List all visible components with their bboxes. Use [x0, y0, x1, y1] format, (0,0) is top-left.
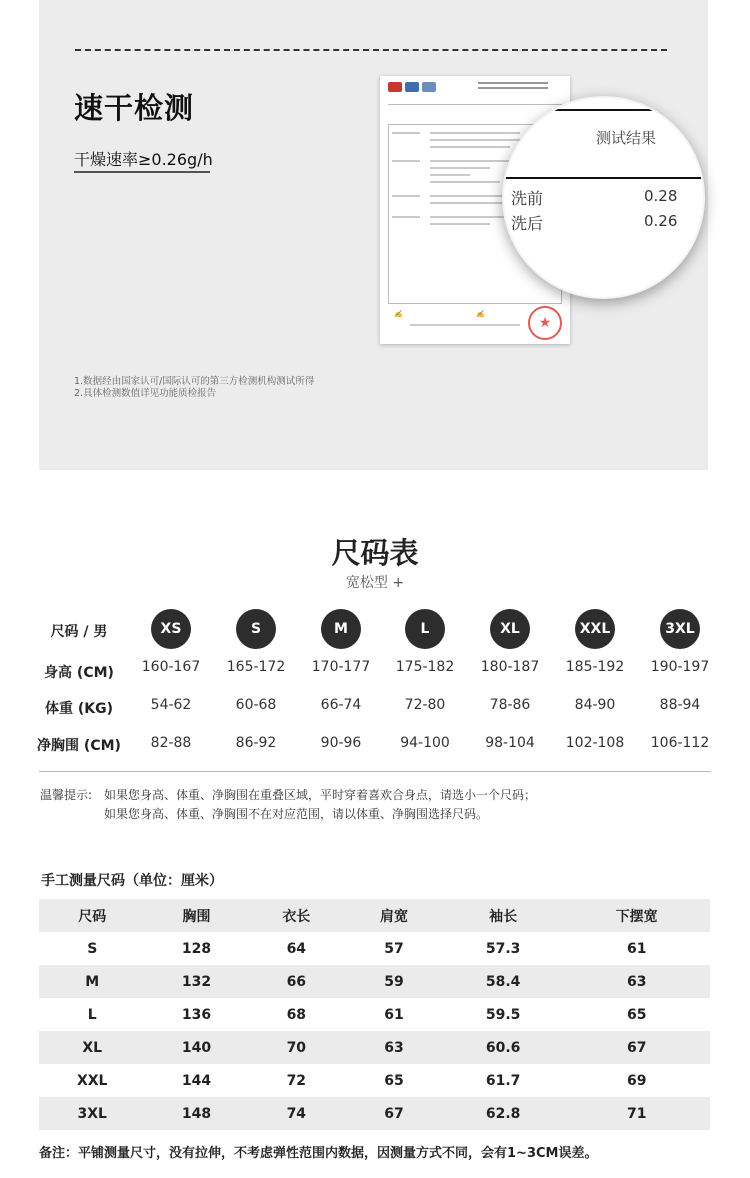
table-cell: 70 — [286, 1039, 307, 1056]
fit-type: 宽松型 + — [345, 575, 405, 591]
measure-note: 备注：平铺测量尺寸，没有拉伸，不考虑弹性范围内数据，因测量方式不同，会有1~3CM误差。 — [39, 1146, 598, 1161]
table-cell: 66 — [286, 973, 307, 990]
signature-1: ✍ — [394, 310, 403, 318]
size-badge: S — [236, 609, 276, 649]
height-value: 185-192 — [565, 659, 625, 675]
table-cell: M — [85, 973, 100, 990]
chest-value: 86-92 — [235, 735, 277, 751]
size-chart-title: 尺码表 — [331, 536, 419, 570]
weight-value: 60-68 — [235, 697, 277, 713]
result-header: 测试结果 — [596, 129, 657, 147]
weight-value: 66-74 — [320, 697, 362, 713]
tip-prefix: 温馨提示: — [40, 788, 93, 802]
quick-dry-title: 速干检测 — [74, 91, 195, 125]
table-row — [39, 1064, 710, 1097]
table-cell: 71 — [626, 1105, 647, 1122]
table-cell: 132 — [181, 973, 212, 990]
height-value: 180-187 — [480, 659, 540, 675]
table-cell: 57.3 — [485, 940, 521, 957]
table-row — [39, 932, 710, 965]
chest-value: 94-100 — [400, 735, 450, 751]
table-row — [39, 965, 710, 998]
height-value: 165-172 — [226, 659, 286, 675]
table-cell: 61.7 — [485, 1072, 521, 1089]
table-cell: 144 — [181, 1072, 212, 1089]
before-wash-value: 0.28 — [644, 187, 678, 205]
after-wash-label: 洗后 — [511, 214, 544, 233]
table-cell: 140 — [181, 1039, 212, 1056]
table-cell: 128 — [181, 940, 212, 957]
table-cell: 63 — [384, 1039, 404, 1056]
table-cell: S — [87, 940, 98, 957]
size-chart-divider — [39, 771, 711, 772]
weight-value: 54-62 — [150, 697, 192, 713]
table-cell: 72 — [286, 1072, 307, 1089]
size-badge: XL — [490, 609, 530, 649]
table-cell: 62.8 — [485, 1105, 521, 1122]
table-cell: XL — [82, 1039, 103, 1056]
size-row-label: 尺码 / 男 — [50, 624, 108, 640]
measure-table — [39, 899, 710, 1130]
table-cell: 57 — [384, 940, 404, 957]
quick-dry-panel — [39, 0, 708, 470]
size-badge: XXL — [575, 609, 615, 649]
table-cell: L — [87, 1006, 97, 1023]
table-row — [39, 998, 710, 1031]
weight-value: 88-94 — [659, 697, 701, 713]
table-cell: 61 — [384, 1006, 404, 1023]
col-header-length: 衣长 — [282, 908, 311, 925]
after-wash-value: 0.26 — [644, 212, 678, 230]
table-cell: 63 — [626, 973, 647, 990]
col-header-hem: 下摆宽 — [615, 908, 658, 925]
col-header-size: 尺码 — [78, 908, 107, 925]
table-cell: 65 — [384, 1072, 404, 1089]
weight-value: 84-90 — [574, 697, 616, 713]
table-cell: 148 — [181, 1105, 212, 1122]
height-value: 170-177 — [311, 659, 371, 675]
chest-value: 102-108 — [565, 735, 625, 751]
signature-2: ✍ — [476, 310, 485, 318]
size-badge: 3XL — [660, 609, 700, 649]
size-badge: XS — [151, 609, 191, 649]
table-cell: 67 — [384, 1105, 404, 1122]
cnas-logo-icon — [422, 82, 436, 92]
table-cell: 58.4 — [485, 973, 521, 990]
before-wash-label: 洗前 — [511, 189, 544, 208]
height-row-label: 身高 (CM) — [44, 665, 114, 681]
table-cell: 67 — [626, 1039, 647, 1056]
table-cell: 68 — [286, 1006, 307, 1023]
size-badge: M — [321, 609, 361, 649]
test-note-2: 2.具体检测数值详见功能质检报告 — [74, 388, 217, 399]
chest-value: 90-96 — [320, 735, 362, 751]
size-badge: L — [405, 609, 445, 649]
table-cell: 59 — [384, 973, 404, 990]
table-header-row — [39, 899, 710, 932]
table-cell: XXL — [76, 1072, 108, 1089]
chest-row-label: 净胸围 (CM) — [37, 738, 121, 754]
tip-line-1: 如果您身高、体重、净胸围在重叠区域，平时穿着喜欢合身点，请选小一个尺码； — [104, 788, 537, 802]
col-header-chest: 胸围 — [182, 908, 211, 925]
chest-value: 82-88 — [150, 735, 192, 751]
table-cell: 60.6 — [485, 1039, 521, 1056]
chest-value: 106-112 — [650, 735, 710, 751]
test-note-1: 1.数据经由国家认可/国际认可的第三方检测机构测试所得 — [74, 376, 315, 387]
weight-value: 72-80 — [404, 697, 446, 713]
weight-value: 78-86 — [489, 697, 531, 713]
height-value: 190-197 — [650, 659, 710, 675]
certification-logos — [388, 82, 436, 92]
table-cell: 61 — [626, 940, 647, 957]
table-cell: 69 — [626, 1072, 647, 1089]
tip-line-2: 如果您身高、体重、净胸围不在对应范围，请以体重、净胸围选择尺码。 — [104, 807, 489, 821]
drying-rate-spec: 干燥速率≥0.26g/h — [74, 150, 213, 169]
weight-row-label: 体重 (KG) — [44, 701, 113, 717]
col-header-shoulder: 肩宽 — [380, 908, 408, 925]
table-cell: 74 — [286, 1105, 307, 1122]
chest-value: 98-104 — [485, 735, 535, 751]
table-cell: 64 — [286, 940, 307, 957]
table-cell: 65 — [626, 1006, 647, 1023]
result-magnifier — [502, 96, 705, 299]
ilac-logo-icon — [405, 82, 419, 92]
dashed-divider — [75, 49, 667, 51]
report-company-placeholder — [478, 82, 548, 89]
height-value: 160-167 — [141, 659, 201, 675]
table-row — [39, 1031, 710, 1064]
col-header-sleeve: 袖长 — [489, 908, 518, 925]
spec-underline — [74, 171, 210, 173]
table-row — [39, 1097, 710, 1130]
height-value: 175-182 — [395, 659, 455, 675]
table-cell: 59.5 — [485, 1006, 521, 1023]
table-cell: 3XL — [77, 1105, 107, 1122]
cma-logo-icon — [388, 82, 402, 92]
official-seal-icon: ★ — [528, 306, 562, 340]
table-cell: 136 — [181, 1006, 212, 1023]
measure-table-title: 手工测量尺码（单位：厘米） — [41, 873, 223, 889]
